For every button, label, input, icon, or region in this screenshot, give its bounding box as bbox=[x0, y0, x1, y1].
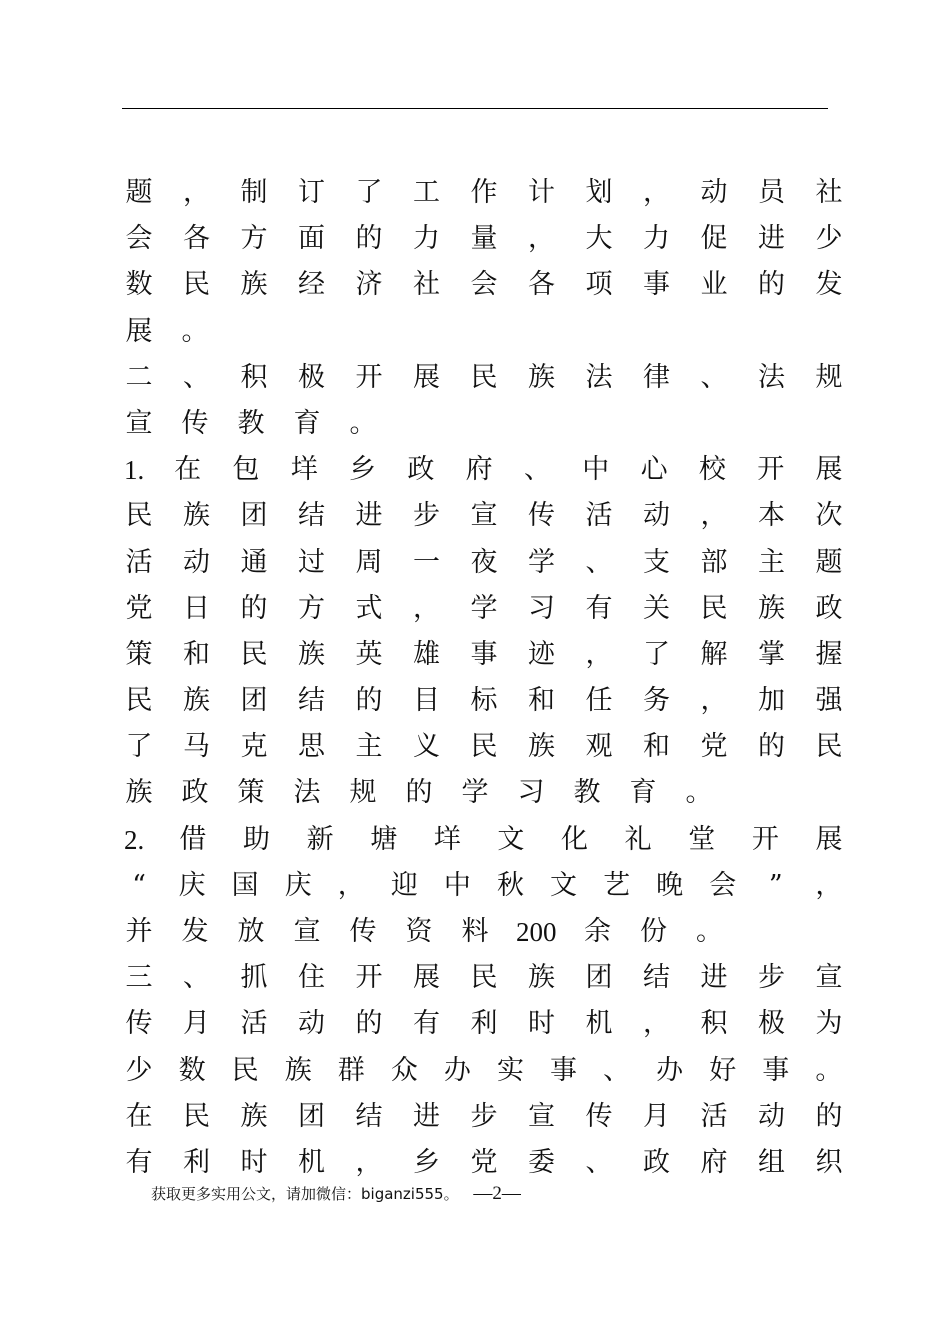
text-line: 1. 在 包 垟 乡 政 府 、 中 心 校 开 展 bbox=[124, 454, 843, 486]
text-line: 并 发 放 宣 传 资 料 200 余 份 。 bbox=[125, 916, 723, 947]
text-line: 题 ， 制 订 了 工 作 计 划 ， 动 员 社 bbox=[125, 177, 843, 208]
text-line: 民 族 团 结 进 步 宣 传 活 动 ， 本 次 bbox=[125, 500, 843, 532]
text-line: 数 民 族 经 济 社 会 各 项 事 业 的 发 bbox=[125, 269, 843, 301]
text-line: 策 和 民 族 英 雄 事 迹 ， 了 解 掌 握 bbox=[125, 638, 843, 670]
text-line: 族 政 策 法 规 的 学 习 教 育 。 bbox=[125, 777, 713, 809]
text-line: 有 利 时 机 ， 乡 党 委 、 政 府 组 织 bbox=[125, 1146, 843, 1178]
text-line: 了 马 克 思 主 义 民 族 观 和 党 的 民 bbox=[125, 731, 843, 763]
text-line: “ 庆 国 庆 ， 迎 中 秋 文 艺 晚 会 ” ， bbox=[132, 869, 843, 901]
text-line: 2. 借 助 新 塘 垟 文 化 礼 堂 开 展 bbox=[124, 823, 843, 855]
text-line: 党 日 的 方 式 ， 学 习 有 关 民 族 政 bbox=[125, 592, 843, 624]
text-line: 活 动 通 过 周 一 夜 学 、 支 部 主 题 bbox=[125, 546, 843, 578]
text-line: 三 、 抓 住 开 展 民 族 团 结 进 步 宣 bbox=[125, 962, 843, 994]
footer-note: 获取更多实用公文，请加微信：biganzi555。 bbox=[151, 1185, 459, 1203]
page-number: —2— bbox=[473, 1183, 521, 1204]
header-rule bbox=[122, 108, 828, 109]
text-line: 少 数 民 族 群 众 办 实 事 、 办 好 事 。 bbox=[125, 1054, 843, 1086]
page-footer bbox=[151, 1183, 521, 1205]
text-line: 传 月 活 动 的 有 利 时 机 ， 积 极 为 bbox=[125, 1008, 843, 1040]
text-line: 民 族 团 结 的 目 标 和 任 务 ， 加 强 bbox=[125, 685, 843, 717]
text-line: 在 民 族 团 结 进 步 宣 传 月 活 动 的 bbox=[125, 1100, 843, 1132]
document-body bbox=[124, 170, 844, 1186]
text-line: 会 各 方 面 的 力 量 ， 大 力 促 进 少 bbox=[125, 223, 843, 255]
text-line: 二 、 积 极 开 展 民 族 法 律 、 法 规 bbox=[125, 361, 843, 393]
text-line: 宣 传 教 育 。 bbox=[125, 407, 377, 439]
text-line: 展 。 bbox=[125, 315, 209, 347]
